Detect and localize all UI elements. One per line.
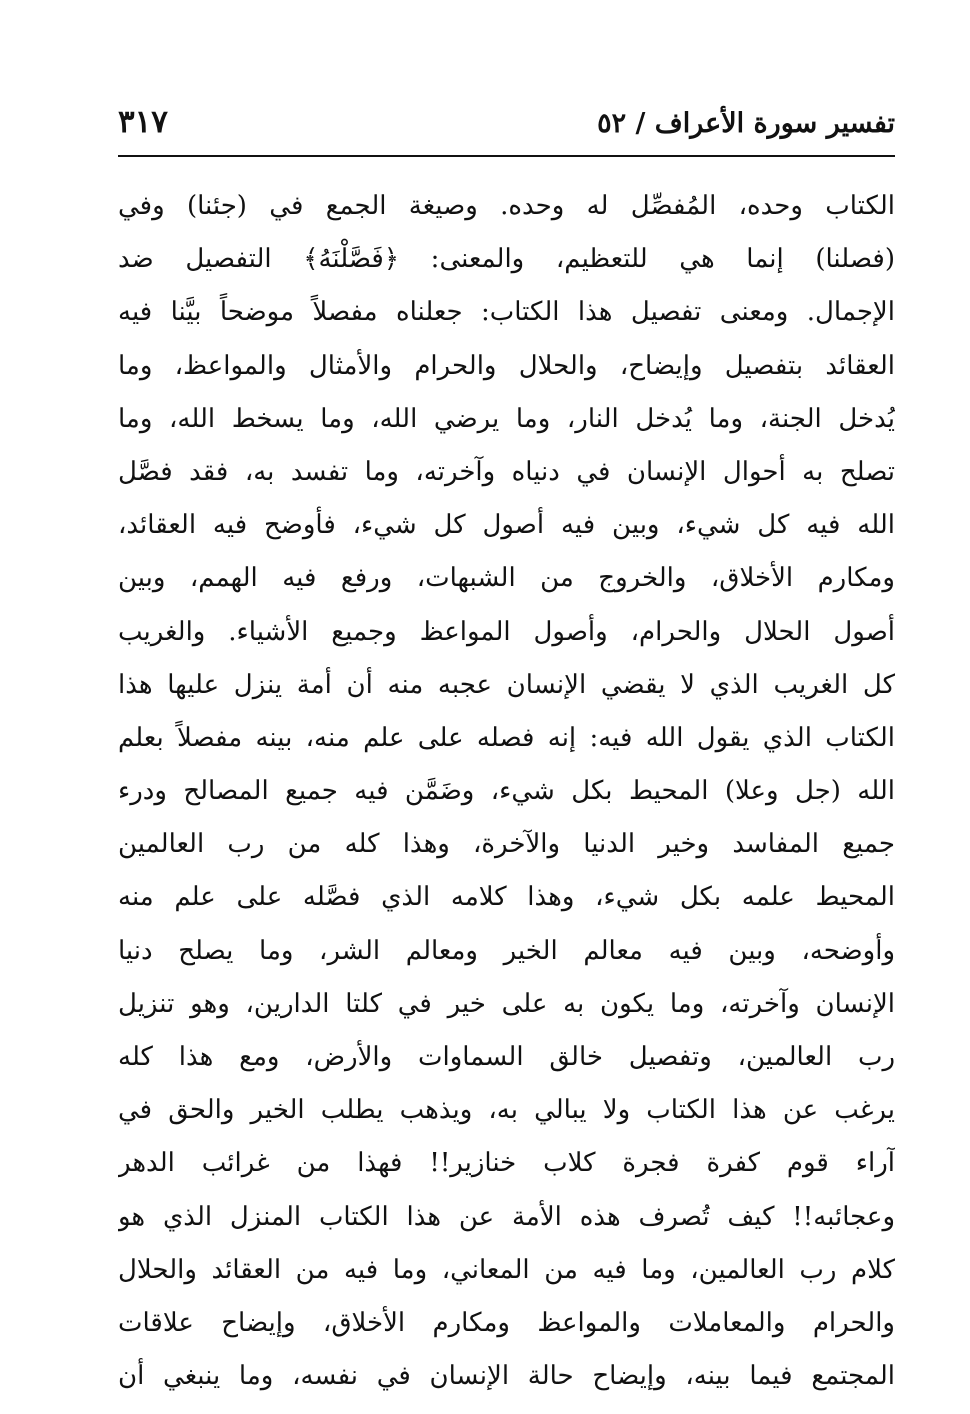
text-line: (فصلنا) إنما هي للتعظيم، والمعنى: ﴿فَصَّلْنَهُ﴾ التفصيل ضد (118, 244, 895, 275)
header-rule (118, 155, 895, 157)
text-line: الكتاب وحده، المُفصِّل له وحده. وصيغة الجمع في (جئنا) وفي (118, 191, 895, 221)
page-number: ٣١٧ (118, 104, 168, 140)
text-line: جميع المفاسد وخير الدنيا والآخرة، وهذا كله من رب العالمين (118, 829, 895, 860)
text-line: الله فيه كل شيء، وبين فيه أصول كل شيء، فأوضح فيه العقائد، (118, 510, 895, 541)
text-line: كلام رب العالمين، وما فيه من المعاني، وما فيه من العقائد والحلال (118, 1254, 895, 1285)
text-line: المحيط علمه بكل شيء، وهذا كلامه الذي فصَّله على علم منه (118, 882, 895, 913)
text-line: يرغب عن هذا الكتاب ولا يبالي به، ويذهب يطلب الخير والحق في (118, 1095, 895, 1126)
running-title: تفسير سورة الأعراف / ٥٢ (597, 108, 895, 139)
text-line: الإنسان وآخرته، وما يكون به على خير في كلتا الدارين، وهو تنزيل (118, 988, 895, 1019)
text-line: والحرام والمعاملات والمواعظ ومكارم الأخلاق، وإيضاح علاقات (118, 1307, 895, 1338)
text-line: الإجمال. ومعنى تفصيل هذا الكتاب: جعلناه مفصلاً موضحاً بيَّنا فيه (118, 297, 895, 328)
page-header (118, 100, 895, 152)
text-line: ومكارم الأخلاق، والخروج من الشبهات، ورفع فيه الهمم، وبين (118, 563, 895, 594)
text-line: المجتمع فيما بينه، وإيضاح حالة الإنسان في نفسه، وما ينبغي أن (118, 1361, 895, 1392)
text-line: أصول الحلال والحرام، وأصول المواعظ وجميع الأشياء. والغريب (118, 616, 895, 647)
text-line: رب العالمين، وتفصيل خالق السماوات والأرض، ومع هذا كله (118, 1042, 895, 1072)
text-line: الكتاب الذي يقول الله فيه: إنه فصله على علم منه، بينه مفصلاً بعلم (118, 722, 895, 753)
body-text (118, 180, 895, 1403)
text-line: وعجائبه!! كيف تُصرف هذه الأمة عن هذا الكتاب المنزل الذي هو (118, 1201, 895, 1232)
text-line: تصلح به أحوال الإنسان في دنياه وآخرته، وما تفسد به، فقد فصَّل (118, 456, 895, 487)
text-line: يُدخل الجنة، وما يُدخل النار، وما يرضي الله، وما يسخط الله، وما (118, 403, 895, 434)
text-line: الله (جل وعلا) المحيط بكل شيء، وضَمَّن فيه جميع المصالح ودرء (118, 776, 895, 807)
text-line: كل الغريب الذي لا يقضي الإنسان عجبه منه أن أمة ينزل عليها هذا (118, 669, 895, 700)
text-line: العقائد بتفصيل وإيضاح، والحلال والحرام والأمثال والمواعظ، وما (118, 350, 895, 381)
text-line: آراء قوم كفرة فجرة كلاب خنازير!! فهذا من غرائب الدهر (118, 1148, 895, 1179)
text-line: وأوضحه، وبين فيه معالم الخير ومعالم الشر، وما يصلح دنيا (118, 935, 895, 966)
